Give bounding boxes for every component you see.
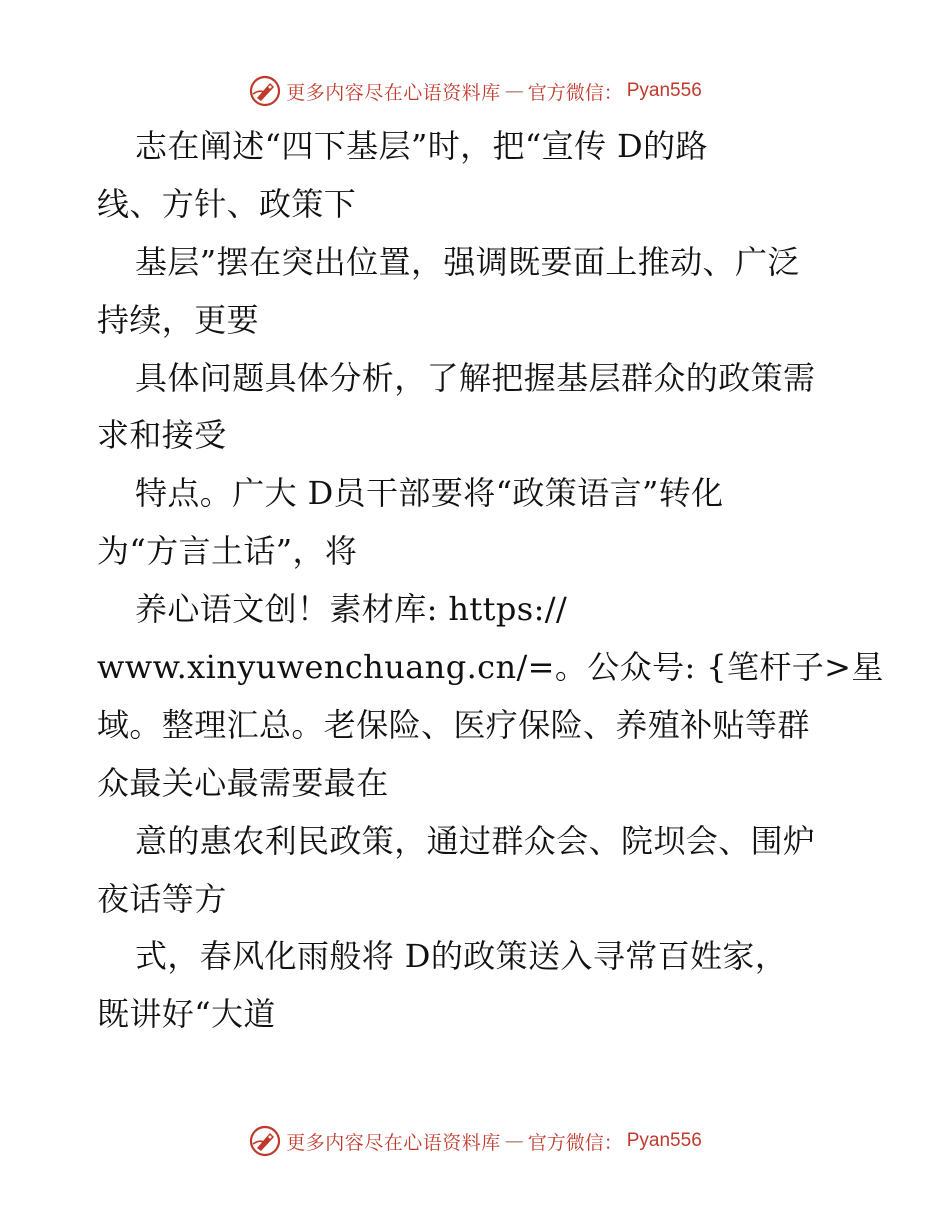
footer-separator: — bbox=[504, 1130, 524, 1152]
body-line: 具体问题具体分析，了解把握基层群众的政策需 bbox=[135, 358, 816, 397]
header-wechat-label: 官方微信： bbox=[527, 81, 623, 104]
body-line: 持续，更要 bbox=[97, 300, 260, 339]
body-line: 意的惠农利民政策，通过群众会、院坝会、围炉 bbox=[135, 821, 816, 860]
body-line: 特点。广大 D员干部要将“政策语言”转化 bbox=[135, 474, 724, 513]
header-brand-text: 更多内容尽在心语资料库 bbox=[286, 81, 501, 104]
body-line: 夜话等方 bbox=[97, 879, 227, 918]
body-line: 域。整理汇总。老保险、医疗保险、养殖补贴等群 bbox=[97, 705, 810, 744]
footer-banner bbox=[0, 1121, 950, 1161]
header-wechat-id: Pyan556 bbox=[626, 80, 702, 101]
body-line: 既讲好“大道 bbox=[97, 995, 276, 1034]
header-separator: — bbox=[504, 80, 524, 102]
footer-brand-text: 更多内容尽在心语资料库 bbox=[286, 1131, 501, 1154]
body-line: www.xinyuwenchuang.cn/=。公众号: {笔杆子>星 bbox=[97, 648, 884, 687]
body-line: 养心语文创！素材库: https:// bbox=[135, 590, 568, 629]
pen-nib-circle-icon bbox=[248, 1124, 282, 1158]
body-line: 线、方针、政策下 bbox=[97, 184, 357, 223]
footer-wechat-label: 官方微信： bbox=[527, 1131, 623, 1154]
body-line: 为“方言土话”，将 bbox=[97, 532, 358, 571]
body-line: 基层”摆在突出位置，强调既要面上推动、广泛 bbox=[135, 242, 800, 281]
body-line: 众最关心最需要最在 bbox=[97, 763, 389, 802]
document-body bbox=[97, 118, 887, 1044]
footer-wechat-id: Pyan556 bbox=[626, 1130, 702, 1151]
body-line: 式，春风化雨般将 D的政策送入寻常百姓家， bbox=[135, 937, 788, 976]
header-banner bbox=[0, 71, 950, 111]
body-line: 志在阐述“四下基层”时，把“宣传 D的路 bbox=[135, 127, 708, 165]
pen-nib-circle-icon bbox=[248, 74, 282, 108]
body-line: 求和接受 bbox=[97, 416, 227, 455]
